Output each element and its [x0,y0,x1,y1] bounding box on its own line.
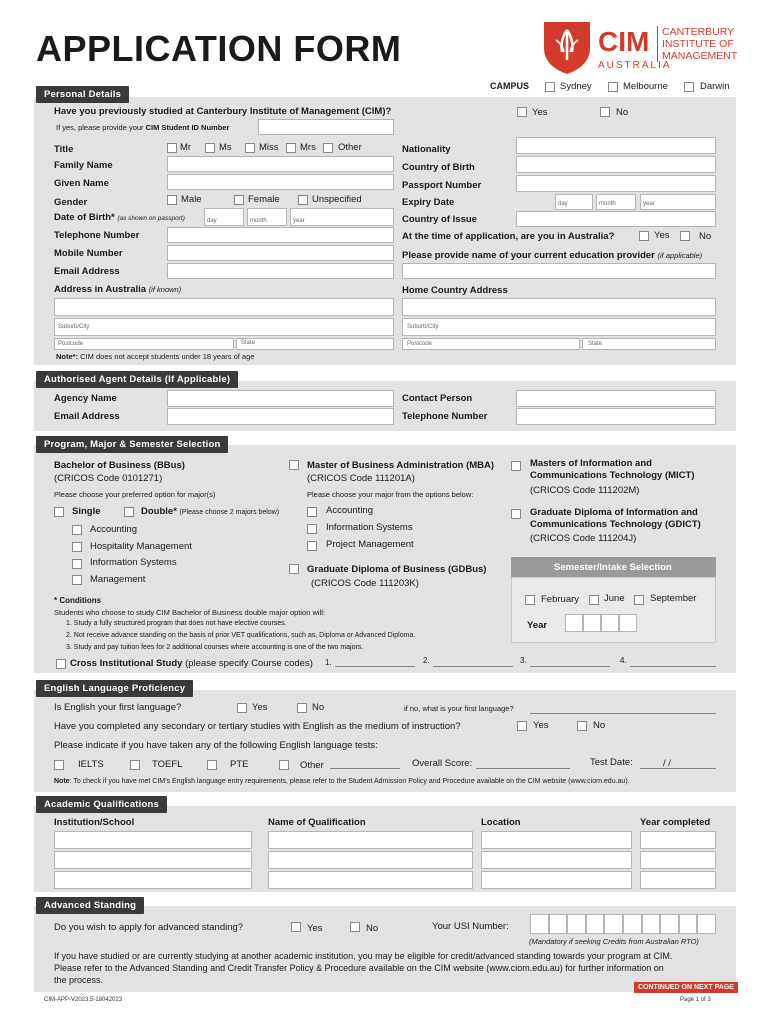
studied-question: Have you previously studied at Canterbury Institute of Management (CIM)? [54,106,392,117]
email-label: Email Address [54,266,120,277]
conditions-intro: Students who choose to study CIM Bachelor of Business double major option will: [54,608,325,617]
cim-shield-icon [540,18,594,76]
campus-sydney-label: Sydney [560,81,592,92]
in-australia-question: At the time of application, are you in Australia? [402,231,615,242]
mba-title: Master of Business Administration (MBA) [307,460,495,471]
test-pte-label: PTE [230,759,249,770]
studied-yes-checkbox[interactable] [517,107,527,117]
course-code-4-label: 4. [620,656,627,665]
title-miss-label: Miss [259,142,279,153]
year-digit-4[interactable] [619,614,637,632]
advanced-no-label: No [366,923,379,934]
given-name-label: Given Name [54,178,109,189]
mict-cricos: (CRICOS Code 111202M) [530,485,640,496]
mict-checkbox[interactable] [511,461,521,471]
home-suburb-input[interactable]: Suburb/City [402,318,716,336]
gdict-title-1: Graduate Diploma of Information and [530,507,698,518]
condition-2: 2. Not receive advance standing on the basis of prior VET qualifications, such as, Diploma or Advanced Diploma. [66,632,416,639]
first-lang-no-label: No [312,702,325,713]
agency-name-input[interactable] [167,390,394,407]
in-australia-yes-label: Yes [654,230,670,241]
semester-jun-checkbox[interactable] [589,595,599,605]
english-heading: English Language Proficiency [36,680,193,697]
address-australia-label: Address in Australia (if known) [54,284,182,295]
expiry-day-input[interactable]: day [555,194,593,210]
gender-female-label: Female [248,194,280,205]
bbus-choose-text: Please choose your preferred option for major(s) [54,490,216,499]
overall-score-label: Overall Score: [412,758,473,769]
location-row-3[interactable] [481,871,632,889]
mobile-input[interactable] [167,245,394,261]
campus-darwin-checkbox[interactable] [684,82,694,92]
medium-no-label: No [593,720,606,731]
agent-heading: Authorised Agent Details (If Applicable) [36,371,238,388]
address-australia-input[interactable] [54,298,394,316]
mba-accounting-label: Accounting [326,505,374,516]
program-heading: Program, Major & Semester Selection [36,436,228,453]
gdict-title-2: Communications Technology (GDICT) [530,519,701,530]
gender-unspecified-label: Unspecified [312,194,362,205]
usi-input[interactable] [530,914,716,934]
semester-sep-checkbox[interactable] [634,595,644,605]
mba-infosys-checkbox[interactable] [307,524,317,534]
bbus-cricos: (CRICOS Code 0101271) [54,473,163,484]
gender-label: Gender [54,197,88,208]
col-location: Location [481,817,521,828]
gender-unspecified-checkbox[interactable] [298,195,308,205]
qualification-row-1[interactable] [268,831,473,849]
bbus-single-label: Single [72,506,101,517]
institution-row-1[interactable] [54,831,252,849]
given-name-input[interactable] [167,174,394,190]
in-australia-no-label: No [699,231,712,242]
test-pte-checkbox[interactable] [207,760,217,770]
advanced-yes-checkbox[interactable] [291,922,301,932]
cross-institutional-checkbox[interactable] [56,659,66,669]
course-code-1-input[interactable] [335,666,415,667]
agent-email-label: Email Address [54,411,120,422]
title-ms-label: Ms [219,142,232,153]
gdbus-cricos: (CRICOS Code 111203K) [311,578,419,589]
test-ielts-checkbox[interactable] [54,760,64,770]
country-of-birth-input[interactable] [516,156,716,173]
tests-question: Please indicate if you have taken any of the following English language tests: [54,740,378,751]
test-date-label: Test Date: [590,757,633,768]
logo-institute-name: CANTERBURY INSTITUTE OF MANAGEMENT [657,26,737,62]
advanced-paragraph-3: the process. [54,975,104,985]
location-row-2[interactable] [481,851,632,869]
telephone-input[interactable] [167,227,394,243]
studied-no-checkbox[interactable] [600,107,610,117]
test-toefl-label: TOEFL [152,759,183,770]
cross-institutional-label: Cross Institutional Study (please specify Course codes) [70,658,313,669]
course-code-3-label: 3. [520,656,527,665]
home-state-input[interactable]: State [582,338,716,350]
in-australia-yes-checkbox[interactable] [639,231,649,241]
telephone-label: Telephone Number [54,230,140,241]
bbus-hospitality-checkbox[interactable] [72,542,82,552]
year-digit-3[interactable] [601,614,619,632]
country-of-issue-input[interactable] [516,211,716,227]
first-language-question: Is English your first language? [54,702,182,713]
age-note: Note*: CIM does not accept students under 18 years of age [56,352,255,361]
overall-score-input[interactable] [476,768,570,769]
page-number: Page 1 of 3 [680,997,711,1003]
title-label: Title [54,144,74,155]
campus-sydney-checkbox[interactable] [545,82,555,92]
course-code-1-label: 1. [325,658,332,667]
academic-heading: Academic Qualifications [36,796,167,813]
mba-project-label: Project Management [326,539,414,550]
year-row-2[interactable] [640,851,716,869]
home-country-address-label: Home Country Address [402,285,508,296]
dob-label: Date of Birth* (as shown on passport) [54,212,185,223]
title-miss-checkbox[interactable] [245,143,255,153]
email-input[interactable] [167,263,394,279]
course-code-2-label: 2. [423,656,430,665]
country-of-issue-label: Country of Issue [402,214,477,225]
bbus-accounting-checkbox[interactable] [72,525,82,535]
first-language-input[interactable] [530,713,716,714]
test-toefl-checkbox[interactable] [130,760,140,770]
bbus-infosys-label: Information Systems [90,557,177,568]
family-name-input[interactable] [167,156,394,172]
logo-australia: AUSTRALIA [598,60,672,71]
test-date-input[interactable] [640,768,716,769]
in-australia-no-checkbox[interactable] [680,231,690,241]
form-version-code: CIM-APP-V2023.5-18042023 [44,997,123,1003]
title-other-label: Other [338,142,362,153]
bbus-hospitality-label: Hospitality Management [90,541,192,552]
course-code-4-input[interactable] [630,666,716,667]
mict-title-1: Masters of Information and [530,458,652,469]
mba-project-checkbox[interactable] [307,541,317,551]
education-provider-input[interactable] [402,263,716,279]
gender-male-label: Male [181,194,202,205]
contact-person-label: Contact Person [402,393,473,404]
gdbus-title: Graduate Diploma of Business (GDBus) [307,564,487,575]
passport-label: Passport Number [402,180,482,191]
qualification-row-3[interactable] [268,871,473,889]
agent-telephone-input[interactable] [516,408,716,425]
bbus-management-checkbox[interactable] [72,575,82,585]
test-other-label: Other [300,760,324,771]
contact-person-input[interactable] [516,390,716,407]
semester-sep-label: September [650,593,697,604]
gdict-cricos: (CRICOS Code 111204J) [530,533,637,544]
title-ms-checkbox[interactable] [205,143,215,153]
gender-female-checkbox[interactable] [234,195,244,205]
condition-3: 3. Study and pay tuition fees for 2 additional courses where accounting is one of the two majors. [66,644,364,651]
mba-accounting-checkbox[interactable] [307,507,317,517]
form-title: APPLICATION FORM [36,28,402,69]
title-mrs-checkbox[interactable] [286,143,296,153]
campus-label: CAMPUS [490,81,530,91]
location-row-1[interactable] [481,831,632,849]
usi-label: Your USI Number: [432,921,509,932]
qualification-row-2[interactable] [268,851,473,869]
education-provider-label: Please provide name of your current education provider (if applicable) [402,250,703,261]
continued-badge: CONTINUED ON NEXT PAGE [634,982,738,993]
gender-male-checkbox[interactable] [167,195,177,205]
agency-name-label: Agency Name [54,393,117,404]
first-lang-yes-checkbox[interactable] [237,703,247,713]
medium-yes-label: Yes [533,720,549,731]
mobile-label: Mobile Number [54,248,123,259]
home-address-input[interactable] [402,298,716,316]
conditions-heading: * Conditions [54,596,102,605]
col-institution: Institution/School [54,817,135,828]
bbus-single-checkbox[interactable] [54,507,64,517]
year-row-1[interactable] [640,831,716,849]
campus-melbourne-checkbox[interactable] [608,82,618,92]
mba-infosys-label: Information Systems [326,522,413,533]
advanced-paragraph-2: Please refer to the Advanced Standing and Credit Transfer Policy & Procedure available on the CIM website (www.ciom.edu.au) for further information on [54,963,664,973]
medium-yes-checkbox[interactable] [517,721,527,731]
agent-telephone-label: Telephone Number [402,411,488,422]
family-name-label: Family Name [54,160,113,171]
gdict-checkbox[interactable] [511,509,521,519]
bbus-management-label: Management [90,574,146,585]
bbus-double-checkbox[interactable] [124,507,134,517]
student-id-input[interactable] [258,119,394,135]
advanced-heading: Advanced Standing [36,897,144,914]
col-qualification: Name of Qualification [268,817,366,828]
agent-email-input[interactable] [167,408,394,425]
english-note: Note: To check if you have met CIM’s English language entry requirements, please refer to the Student Admission Policy and Procedure available on the CIM website (www.ciom.edu.au). [54,778,630,785]
passport-input[interactable] [516,175,716,192]
semester-jun-label: June [604,593,625,604]
test-date-separator: / / [663,758,671,769]
personal-details-heading: Personal Details [36,86,129,103]
bbus-title: Bachelor of Business (BBus) [54,460,185,471]
year-digit-2[interactable] [583,614,601,632]
year-row-3[interactable] [640,871,716,889]
student-id-label: If yes, please provide your CIM Student ID Number [56,123,230,132]
semester-feb-label: February [541,594,580,605]
first-lang-yes-label: Yes [252,702,268,713]
medium-no-checkbox[interactable] [577,721,587,731]
cim-logo [540,18,740,74]
studied-yes-label: Yes [532,107,548,118]
advanced-no-checkbox[interactable] [350,922,360,932]
title-mrs-label: Mrs [300,142,316,153]
col-year: Year completed [640,817,711,828]
bbus-accounting-label: Accounting [90,524,138,535]
usi-note: (Mandatory if seeking Credits from Australian RTO) [529,937,699,946]
first-language-prompt: if no, what is your first language? [404,704,514,713]
logo-cim: CIM [598,26,650,57]
expiry-year-input[interactable]: year [640,194,716,210]
course-code-2-input[interactable] [433,666,513,667]
semester-feb-checkbox[interactable] [525,595,535,605]
medium-instruction-question: Have you completed any secondary or tertiary studies with English as the medium of instruction? [54,721,461,732]
campus-darwin-label: Darwin [700,81,730,92]
first-lang-no-checkbox[interactable] [297,703,307,713]
expiry-date-label: Expiry Date [402,197,455,208]
advanced-paragraph-1: If you have studied or are currently studying at another academic institution, you may be eligible for credit/advanced standing towards your program at CIM. [54,951,673,961]
course-code-3-input[interactable] [530,666,610,667]
mict-title-2: Communications Technology (MICT) [530,470,695,481]
year-label: Year [527,620,548,631]
institution-row-3[interactable] [54,871,252,889]
home-postcode-input[interactable]: Postcode [402,338,580,350]
condition-1: 1. Study a fully structured program that does not have elective courses. [66,620,287,627]
institution-row-2[interactable] [54,851,252,869]
test-other-input[interactable] [330,768,400,769]
advanced-question: Do you wish to apply for advanced standing? [54,922,244,933]
studied-no-label: No [616,107,629,118]
expiry-month-input[interactable]: month [596,194,636,210]
semester-heading: Semester/Intake Selection [554,562,672,573]
bbus-infosys-checkbox[interactable] [72,559,82,569]
mba-choose-text: Please choose your major from the options below: [307,490,474,499]
test-other-checkbox[interactable] [279,760,289,770]
nationality-input[interactable] [516,137,716,154]
advanced-yes-label: Yes [307,923,323,934]
mba-checkbox[interactable] [289,460,299,470]
title-other-checkbox[interactable] [323,143,333,153]
test-ielts-label: IELTS [78,759,104,770]
year-digit-1[interactable] [565,614,583,632]
bbus-double-label: Double* (Please choose 2 majors below) [141,506,280,517]
dob-day-input[interactable]: day [204,208,244,226]
nationality-label: Nationality [402,144,451,155]
state-input[interactable]: State [236,338,394,350]
semester-panel [511,577,716,643]
mba-cricos: (CRICOS Code 111201A) [307,473,415,484]
suburb-city-input[interactable]: Suburb/City [54,318,394,336]
title-mr-label: Mr [180,142,192,153]
dob-year-input[interactable]: year [290,208,394,226]
campus-melbourne-label: Melbourne [623,81,668,92]
country-of-birth-label: Country of Birth [402,162,475,173]
gdbus-checkbox[interactable] [289,564,299,574]
postcode-input[interactable]: Postcode [54,338,234,350]
dob-month-input[interactable]: month [247,208,287,226]
title-mr-checkbox[interactable] [167,143,177,153]
